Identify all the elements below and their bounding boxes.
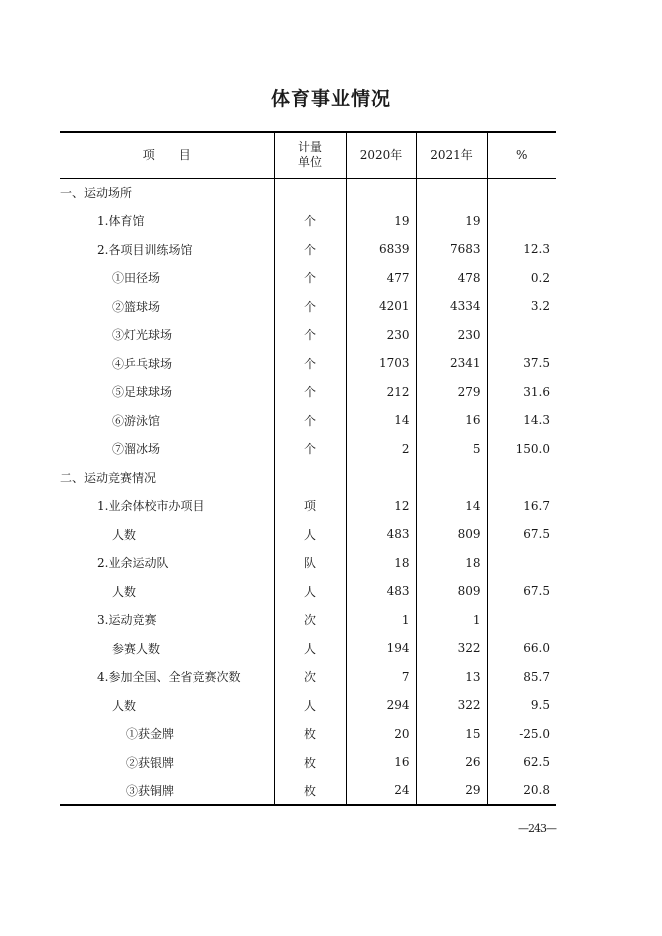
row-percent: 67.5 [487, 577, 556, 606]
table-row [60, 520, 556, 549]
row-label: 人数 [112, 698, 137, 713]
row-value-2020: 483 [346, 520, 416, 549]
row-label: 二、运动竞赛情况 [60, 470, 157, 485]
row-value-2021: 18 [416, 549, 487, 578]
row-value-2021: 478 [416, 264, 487, 293]
row-value-2020: 19 [346, 207, 416, 236]
row-value-2021: 13 [416, 663, 487, 692]
row-percent: 20.8 [487, 777, 556, 806]
row-percent: 31.6 [487, 378, 556, 407]
table-row [60, 264, 556, 293]
row-unit: 个 [274, 207, 346, 236]
header-unit: 计量 单位 [274, 132, 346, 178]
row-unit: 人 [274, 634, 346, 663]
row-percent: -25.0 [487, 720, 556, 749]
row-unit: 枚 [274, 748, 346, 777]
row-value-2020: 483 [346, 577, 416, 606]
row-unit: 个 [274, 292, 346, 321]
row-label: 人数 [112, 527, 137, 542]
row-label: 一、运动场所 [60, 186, 133, 200]
table-row [60, 577, 556, 606]
table-row [60, 435, 556, 464]
row-percent: 9.5 [487, 691, 556, 720]
row-label: ②获银牌 [126, 755, 175, 770]
row-unit: 个 [274, 378, 346, 407]
row-value-2020: 6839 [346, 235, 416, 264]
row-value-2021: 5 [416, 435, 487, 464]
row-value-2020: 230 [346, 321, 416, 350]
row-percent: 16.7 [487, 492, 556, 521]
row-value-2020: 4201 [346, 292, 416, 321]
row-value-2020 [346, 178, 416, 207]
row-unit: 人 [274, 577, 346, 606]
row-unit: 项 [274, 492, 346, 521]
row-value-2020: 24 [346, 777, 416, 806]
table-row [60, 691, 556, 720]
row-value-2021 [416, 178, 487, 207]
row-value-2020: 477 [346, 264, 416, 293]
row-value-2021: 322 [416, 634, 487, 663]
table-row [60, 406, 556, 435]
row-percent [487, 321, 556, 350]
row-label: 参赛人数 [112, 641, 161, 656]
table-row [60, 634, 556, 663]
row-label: ③获铜牌 [60, 777, 274, 806]
row-value-2021: 322 [416, 691, 487, 720]
row-label: 2.各项目训练场馆 [97, 242, 193, 257]
row-value-2020: 14 [346, 406, 416, 435]
row-percent [487, 606, 556, 635]
row-value-2021: 14 [416, 492, 487, 521]
table-row [60, 292, 556, 321]
row-unit: 个 [274, 264, 346, 293]
row-value-2021: 7683 [416, 235, 487, 264]
table-row [60, 777, 556, 806]
row-value-2020: 2 [346, 435, 416, 464]
row-label: 2.业余运动队 [97, 556, 169, 571]
table-row [60, 235, 556, 264]
row-label: ①获金牌 [126, 727, 175, 742]
row-value-2020: 12 [346, 492, 416, 521]
row-value-2021: 4334 [416, 292, 487, 321]
table-row [60, 207, 556, 236]
row-value-2021: 809 [416, 520, 487, 549]
row-value-2021: 2341 [416, 349, 487, 378]
header-2020: 2020年 [346, 132, 416, 178]
table-header [60, 132, 556, 178]
table-row [60, 463, 556, 492]
row-unit [274, 463, 346, 492]
row-value-2021: 1 [416, 606, 487, 635]
row-unit [274, 178, 346, 207]
row-label: 3.运动竞赛 [97, 613, 157, 628]
row-value-2021: 29 [416, 777, 487, 806]
row-label: ⑤足球球场 [112, 385, 173, 400]
row-unit: 个 [274, 235, 346, 264]
row-value-2021: 19 [416, 207, 487, 236]
page-title: 体育事业情况 [270, 88, 391, 110]
row-label: 1.体育馆 [97, 214, 145, 229]
table-row [60, 349, 556, 378]
row-unit: 枚 [274, 720, 346, 749]
row-label: ④乒乓球场 [112, 356, 173, 371]
row-value-2020: 16 [346, 748, 416, 777]
row-percent: 85.7 [487, 663, 556, 692]
row-unit: 个 [274, 321, 346, 350]
row-unit: 人 [274, 691, 346, 720]
row-label: 4.参加全国、全省竞赛次数 [97, 670, 241, 685]
row-label: 1.业余体校市办项目 [97, 499, 205, 514]
row-value-2021: 16 [416, 406, 487, 435]
row-value-2020: 7 [346, 663, 416, 692]
row-value-2020: 1 [346, 606, 416, 635]
row-percent: 66.0 [487, 634, 556, 663]
table-row [60, 748, 556, 777]
row-label: ③灯光球场 [112, 328, 173, 343]
row-value-2020: 18 [346, 549, 416, 578]
header-percent: % [487, 132, 556, 178]
table-row [60, 720, 556, 749]
table-row [60, 378, 556, 407]
row-unit: 人 [274, 520, 346, 549]
row-percent [487, 549, 556, 578]
table-row [60, 321, 556, 350]
row-value-2021 [416, 463, 487, 492]
row-value-2020 [346, 463, 416, 492]
row-label: 人数 [112, 584, 137, 599]
row-percent: 3.2 [487, 292, 556, 321]
row-percent: 67.5 [487, 520, 556, 549]
row-unit: 枚 [274, 777, 346, 806]
row-value-2020: 1703 [346, 349, 416, 378]
statistics-table [60, 131, 556, 806]
row-unit: 个 [274, 349, 346, 378]
row-unit: 次 [274, 663, 346, 692]
row-label: ⑦溜冰场 [112, 442, 161, 457]
row-unit: 次 [274, 606, 346, 635]
row-label: ①田径场 [112, 271, 161, 286]
table-body [60, 178, 556, 805]
row-percent: 0.2 [487, 264, 556, 293]
row-percent [487, 207, 556, 236]
row-value-2021: 230 [416, 321, 487, 350]
row-percent: 14.3 [487, 406, 556, 435]
row-label: ②篮球场 [112, 299, 161, 314]
row-value-2020: 194 [346, 634, 416, 663]
row-value-2021: 809 [416, 577, 487, 606]
table-row [60, 549, 556, 578]
row-unit: 个 [274, 406, 346, 435]
header-row [60, 132, 556, 178]
table-row [60, 606, 556, 635]
row-value-2021: 279 [416, 378, 487, 407]
row-percent: 62.5 [487, 748, 556, 777]
row-value-2020: 294 [346, 691, 416, 720]
row-percent: 12.3 [487, 235, 556, 264]
row-unit: 个 [274, 435, 346, 464]
row-value-2020: 20 [346, 720, 416, 749]
row-value-2021: 26 [416, 748, 487, 777]
page-number: —243— [518, 822, 556, 835]
table-row [60, 492, 556, 521]
table-row [60, 663, 556, 692]
row-percent: 150.0 [487, 435, 556, 464]
row-percent [487, 463, 556, 492]
header-item: 项 目 [60, 132, 274, 178]
row-value-2021: 15 [416, 720, 487, 749]
row-label: ⑥游泳馆 [112, 413, 161, 428]
row-unit: 队 [274, 549, 346, 578]
row-percent [487, 178, 556, 207]
table-row [60, 178, 556, 207]
header-2021: 2021年 [416, 132, 487, 178]
row-percent: 37.5 [487, 349, 556, 378]
row-value-2020: 212 [346, 378, 416, 407]
